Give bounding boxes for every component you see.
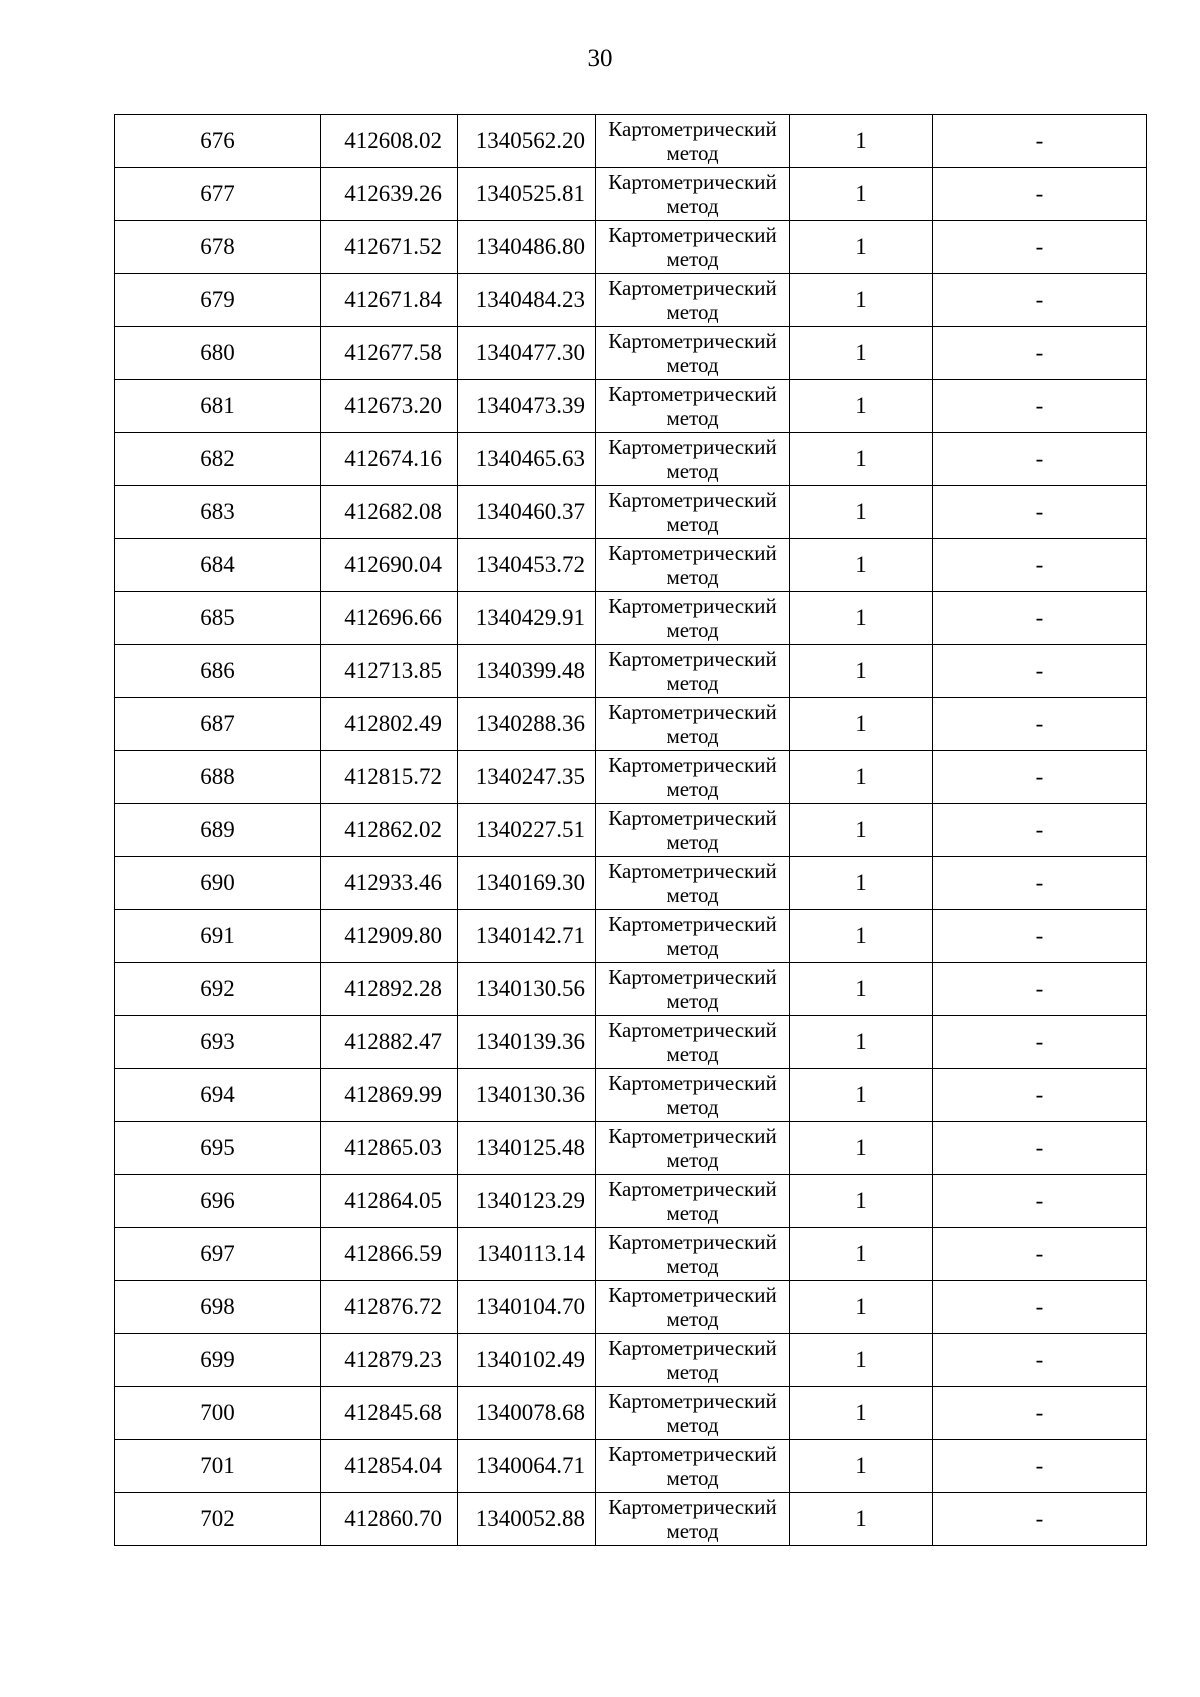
note-cell: - (933, 115, 1147, 168)
method-line-2: метод (666, 247, 719, 271)
method-line-1: Картометрический (608, 1283, 777, 1307)
method-line-1: Картометрический (608, 1389, 777, 1413)
method-line-1: Картометрический (608, 1442, 777, 1466)
method-cell (596, 1069, 790, 1122)
y-coordinate-cell: 1340078.68 (458, 1387, 596, 1440)
method-line-2: метод (666, 512, 719, 536)
method-line-2: метод (666, 1360, 719, 1384)
accuracy-cell: 1 (790, 698, 933, 751)
accuracy-cell: 1 (790, 1016, 933, 1069)
y-coordinate-cell: 1340429.91 (458, 592, 596, 645)
method-line-1: Картометрический (608, 647, 777, 671)
accuracy-cell: 1 (790, 539, 933, 592)
point-number-cell: 695 (115, 1122, 321, 1175)
y-coordinate-cell: 1340486.80 (458, 221, 596, 274)
y-coordinate-cell: 1340453.72 (458, 539, 596, 592)
note-cell: - (933, 910, 1147, 963)
table-row (115, 115, 1147, 168)
point-number-cell: 681 (115, 380, 321, 433)
accuracy-cell: 1 (790, 1440, 933, 1493)
accuracy-cell: 1 (790, 327, 933, 380)
accuracy-cell: 1 (790, 592, 933, 645)
y-coordinate-cell: 1340288.36 (458, 698, 596, 751)
method-line-2: метод (666, 618, 719, 642)
point-number-cell: 685 (115, 592, 321, 645)
y-coordinate-cell: 1340139.36 (458, 1016, 596, 1069)
method-cell (596, 804, 790, 857)
x-coordinate-cell: 412892.28 (321, 963, 458, 1016)
accuracy-cell: 1 (790, 804, 933, 857)
coordinates-table (114, 114, 1147, 1546)
method-line-2: метод (666, 777, 719, 801)
x-coordinate-cell: 412879.23 (321, 1334, 458, 1387)
accuracy-cell: 1 (790, 274, 933, 327)
point-number-cell: 696 (115, 1175, 321, 1228)
y-coordinate-cell: 1340562.20 (458, 115, 596, 168)
x-coordinate-cell: 412869.99 (321, 1069, 458, 1122)
method-line-2: метод (666, 1042, 719, 1066)
table-row (115, 1175, 1147, 1228)
method-cell (596, 274, 790, 327)
accuracy-cell: 1 (790, 433, 933, 486)
method-line-2: метод (666, 194, 719, 218)
point-number-cell: 702 (115, 1493, 321, 1546)
method-cell (596, 1122, 790, 1175)
table-row (115, 963, 1147, 1016)
y-coordinate-cell: 1340465.63 (458, 433, 596, 486)
y-coordinate-cell: 1340477.30 (458, 327, 596, 380)
point-number-cell: 679 (115, 274, 321, 327)
point-number-cell: 683 (115, 486, 321, 539)
method-line-1: Картометрический (608, 1177, 777, 1201)
method-line-2: метод (666, 1466, 719, 1490)
point-number-cell: 691 (115, 910, 321, 963)
point-number-cell: 690 (115, 857, 321, 910)
accuracy-cell: 1 (790, 1387, 933, 1440)
accuracy-cell: 1 (790, 115, 933, 168)
y-coordinate-cell: 1340130.56 (458, 963, 596, 1016)
method-line-1: Картометрический (608, 382, 777, 406)
table-row (115, 221, 1147, 274)
x-coordinate-cell: 412860.70 (321, 1493, 458, 1546)
x-coordinate-cell: 412802.49 (321, 698, 458, 751)
accuracy-cell: 1 (790, 1334, 933, 1387)
note-cell: - (933, 1228, 1147, 1281)
accuracy-cell: 1 (790, 1175, 933, 1228)
x-coordinate-cell: 412696.66 (321, 592, 458, 645)
note-cell: - (933, 539, 1147, 592)
point-number-cell: 699 (115, 1334, 321, 1387)
table-row (115, 1440, 1147, 1493)
method-cell (596, 539, 790, 592)
method-line-1: Картометрический (608, 1124, 777, 1148)
point-number-cell: 686 (115, 645, 321, 698)
method-line-1: Картометрический (608, 170, 777, 194)
x-coordinate-cell: 412673.20 (321, 380, 458, 433)
method-line-2: метод (666, 1148, 719, 1172)
note-cell: - (933, 1175, 1147, 1228)
point-number-cell: 684 (115, 539, 321, 592)
note-cell: - (933, 592, 1147, 645)
point-number-cell: 697 (115, 1228, 321, 1281)
method-line-2: метод (666, 1307, 719, 1331)
table-row (115, 592, 1147, 645)
table-row (115, 327, 1147, 380)
method-line-1: Картометрический (608, 965, 777, 989)
table-row (115, 380, 1147, 433)
method-line-2: метод (666, 724, 719, 748)
method-cell (596, 1440, 790, 1493)
y-coordinate-cell: 1340064.71 (458, 1440, 596, 1493)
method-line-2: метод (666, 830, 719, 854)
table-row (115, 910, 1147, 963)
method-line-2: метод (666, 459, 719, 483)
x-coordinate-cell: 412862.02 (321, 804, 458, 857)
method-line-2: метод (666, 989, 719, 1013)
note-cell: - (933, 1493, 1147, 1546)
method-line-1: Картометрический (608, 117, 777, 141)
table-row (115, 274, 1147, 327)
x-coordinate-cell: 412876.72 (321, 1281, 458, 1334)
method-line-2: метод (666, 1095, 719, 1119)
x-coordinate-cell: 412866.59 (321, 1228, 458, 1281)
method-cell (596, 1493, 790, 1546)
note-cell: - (933, 751, 1147, 804)
x-coordinate-cell: 412865.03 (321, 1122, 458, 1175)
method-line-2: метод (666, 565, 719, 589)
x-coordinate-cell: 412690.04 (321, 539, 458, 592)
table-row (115, 857, 1147, 910)
x-coordinate-cell: 412815.72 (321, 751, 458, 804)
method-cell (596, 592, 790, 645)
point-number-cell: 701 (115, 1440, 321, 1493)
x-coordinate-cell: 412639.26 (321, 168, 458, 221)
point-number-cell: 694 (115, 1069, 321, 1122)
method-line-2: метод (666, 936, 719, 960)
method-line-2: метод (666, 1254, 719, 1278)
x-coordinate-cell: 412671.52 (321, 221, 458, 274)
point-number-cell: 680 (115, 327, 321, 380)
table-row (115, 698, 1147, 751)
y-coordinate-cell: 1340142.71 (458, 910, 596, 963)
table-row (115, 433, 1147, 486)
accuracy-cell: 1 (790, 910, 933, 963)
table-row (115, 1493, 1147, 1546)
point-number-cell: 693 (115, 1016, 321, 1069)
table-row (115, 645, 1147, 698)
x-coordinate-cell: 412845.68 (321, 1387, 458, 1440)
note-cell: - (933, 645, 1147, 698)
method-cell (596, 1334, 790, 1387)
note-cell: - (933, 1440, 1147, 1493)
method-cell (596, 1175, 790, 1228)
method-line-2: метод (666, 1201, 719, 1225)
accuracy-cell: 1 (790, 1281, 933, 1334)
method-cell (596, 168, 790, 221)
method-line-1: Картометрический (608, 594, 777, 618)
table-row (115, 1281, 1147, 1334)
point-number-cell: 682 (115, 433, 321, 486)
table-row (115, 1069, 1147, 1122)
note-cell: - (933, 698, 1147, 751)
method-cell (596, 857, 790, 910)
note-cell: - (933, 804, 1147, 857)
table-row (115, 168, 1147, 221)
note-cell: - (933, 1281, 1147, 1334)
method-line-2: метод (666, 671, 719, 695)
x-coordinate-cell: 412713.85 (321, 645, 458, 698)
method-cell (596, 486, 790, 539)
method-line-1: Картометрический (608, 912, 777, 936)
accuracy-cell: 1 (790, 1493, 933, 1546)
y-coordinate-cell: 1340399.48 (458, 645, 596, 698)
accuracy-cell: 1 (790, 1122, 933, 1175)
method-cell (596, 221, 790, 274)
method-line-1: Картометрический (608, 329, 777, 353)
accuracy-cell: 1 (790, 963, 933, 1016)
note-cell: - (933, 1122, 1147, 1175)
point-number-cell: 700 (115, 1387, 321, 1440)
note-cell: - (933, 221, 1147, 274)
accuracy-cell: 1 (790, 168, 933, 221)
table-row (115, 539, 1147, 592)
method-line-2: метод (666, 1519, 719, 1543)
y-coordinate-cell: 1340123.29 (458, 1175, 596, 1228)
y-coordinate-cell: 1340247.35 (458, 751, 596, 804)
method-cell (596, 115, 790, 168)
method-cell (596, 327, 790, 380)
note-cell: - (933, 963, 1147, 1016)
method-cell (596, 1281, 790, 1334)
point-number-cell: 692 (115, 963, 321, 1016)
method-cell (596, 1387, 790, 1440)
note-cell: - (933, 380, 1147, 433)
point-number-cell: 689 (115, 804, 321, 857)
accuracy-cell: 1 (790, 857, 933, 910)
method-line-1: Картометрический (608, 1230, 777, 1254)
method-line-2: метод (666, 406, 719, 430)
y-coordinate-cell: 1340484.23 (458, 274, 596, 327)
y-coordinate-cell: 1340125.48 (458, 1122, 596, 1175)
table-row (115, 751, 1147, 804)
method-cell (596, 1016, 790, 1069)
y-coordinate-cell: 1340130.36 (458, 1069, 596, 1122)
method-line-1: Картометрический (608, 1018, 777, 1042)
x-coordinate-cell: 412674.16 (321, 433, 458, 486)
x-coordinate-cell: 412854.04 (321, 1440, 458, 1493)
method-line-1: Картометрический (608, 435, 777, 459)
note-cell: - (933, 327, 1147, 380)
accuracy-cell: 1 (790, 751, 933, 804)
method-cell (596, 963, 790, 1016)
method-line-1: Картометрический (608, 1336, 777, 1360)
x-coordinate-cell: 412909.80 (321, 910, 458, 963)
y-coordinate-cell: 1340169.30 (458, 857, 596, 910)
y-coordinate-cell: 1340227.51 (458, 804, 596, 857)
y-coordinate-cell: 1340525.81 (458, 168, 596, 221)
method-line-1: Картометрический (608, 1495, 777, 1519)
table-row (115, 1387, 1147, 1440)
point-number-cell: 677 (115, 168, 321, 221)
method-cell (596, 910, 790, 963)
point-number-cell: 687 (115, 698, 321, 751)
method-line-1: Картометрический (608, 1071, 777, 1095)
x-coordinate-cell: 412677.58 (321, 327, 458, 380)
y-coordinate-cell: 1340473.39 (458, 380, 596, 433)
method-line-2: метод (666, 1413, 719, 1437)
method-line-2: метод (666, 141, 719, 165)
x-coordinate-cell: 412608.02 (321, 115, 458, 168)
method-line-1: Картометрический (608, 541, 777, 565)
method-cell (596, 645, 790, 698)
y-coordinate-cell: 1340104.70 (458, 1281, 596, 1334)
accuracy-cell: 1 (790, 380, 933, 433)
method-line-2: метод (666, 883, 719, 907)
note-cell: - (933, 168, 1147, 221)
note-cell: - (933, 433, 1147, 486)
method-line-1: Картометрический (608, 223, 777, 247)
table-row (115, 486, 1147, 539)
table-row (115, 1334, 1147, 1387)
point-number-cell: 676 (115, 115, 321, 168)
point-number-cell: 688 (115, 751, 321, 804)
x-coordinate-cell: 412933.46 (321, 857, 458, 910)
point-number-cell: 678 (115, 221, 321, 274)
point-number-cell: 698 (115, 1281, 321, 1334)
method-cell (596, 380, 790, 433)
accuracy-cell: 1 (790, 486, 933, 539)
table-row (115, 1122, 1147, 1175)
method-line-1: Картометрический (608, 753, 777, 777)
y-coordinate-cell: 1340460.37 (458, 486, 596, 539)
method-cell (596, 1228, 790, 1281)
coordinates-table-body (115, 115, 1147, 1546)
accuracy-cell: 1 (790, 1069, 933, 1122)
accuracy-cell: 1 (790, 221, 933, 274)
method-line-2: метод (666, 300, 719, 324)
table-row (115, 1016, 1147, 1069)
note-cell: - (933, 1387, 1147, 1440)
accuracy-cell: 1 (790, 645, 933, 698)
accuracy-cell: 1 (790, 1228, 933, 1281)
note-cell: - (933, 486, 1147, 539)
y-coordinate-cell: 1340052.88 (458, 1493, 596, 1546)
y-coordinate-cell: 1340102.49 (458, 1334, 596, 1387)
note-cell: - (933, 1334, 1147, 1387)
method-line-1: Картометрический (608, 488, 777, 512)
note-cell: - (933, 1069, 1147, 1122)
note-cell: - (933, 274, 1147, 327)
note-cell: - (933, 857, 1147, 910)
note-cell: - (933, 1016, 1147, 1069)
x-coordinate-cell: 412671.84 (321, 274, 458, 327)
y-coordinate-cell: 1340113.14 (458, 1228, 596, 1281)
method-line-1: Картометрический (608, 700, 777, 724)
x-coordinate-cell: 412682.08 (321, 486, 458, 539)
method-cell (596, 698, 790, 751)
x-coordinate-cell: 412864.05 (321, 1175, 458, 1228)
table-row (115, 804, 1147, 857)
method-line-2: метод (666, 353, 719, 377)
method-cell (596, 751, 790, 804)
page-number: 30 (587, 45, 613, 72)
table-row (115, 1228, 1147, 1281)
method-cell (596, 433, 790, 486)
method-line-1: Картометрический (608, 806, 777, 830)
method-line-1: Картометрический (608, 276, 777, 300)
x-coordinate-cell: 412882.47 (321, 1016, 458, 1069)
method-line-1: Картометрический (608, 859, 777, 883)
